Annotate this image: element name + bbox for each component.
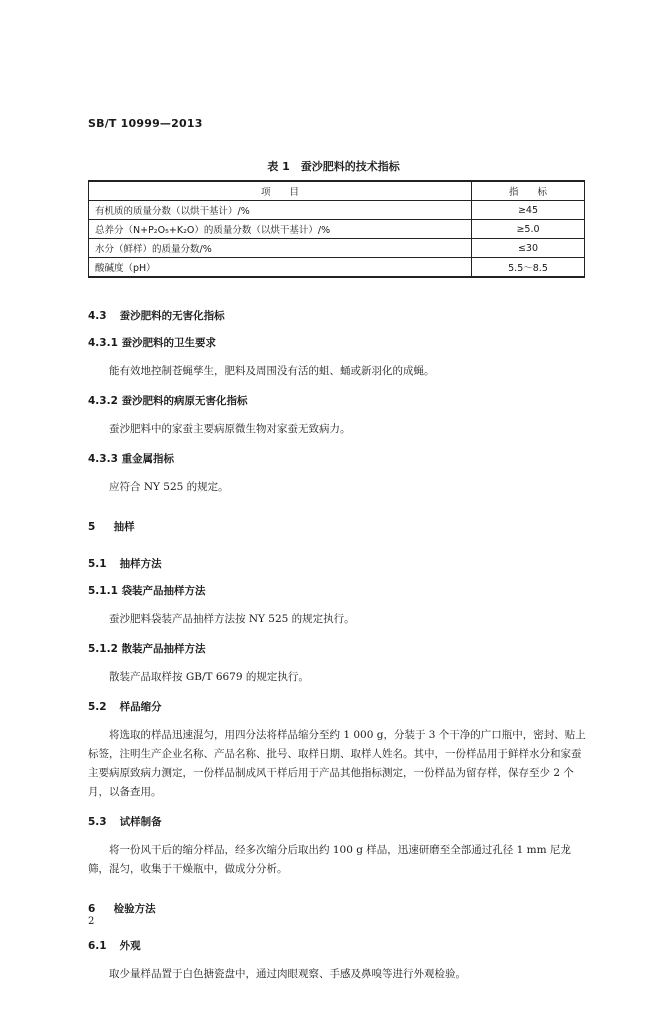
technical-indicators-table <box>88 180 585 278</box>
paragraph-5-3: 将一份风干后的缩分样品，经多次缩分后取出约 100 g 样品，迅速研磨至全部通过孔径 1 mm 尼龙筛，混匀，收集于干燥瓶中，做成分分析。 <box>88 844 571 875</box>
section-heading-5-1 <box>88 556 588 571</box>
section-heading-4-3-1 <box>88 335 588 350</box>
paragraph-4-3-2: 蚕沙肥料中的家蚕主要病原微生物对家蚕无致病力。 <box>109 423 351 435</box>
section-heading-4-3 <box>88 308 588 323</box>
section-title: 蚕沙肥料的无害化指标 <box>119 310 225 322</box>
section-number: 4.3.3 <box>88 453 118 465</box>
table-cell-item: 总养分（N+P₂O₅+K₂O）的质量分数（以烘干基计）/% <box>89 220 472 239</box>
paragraph-4-3-1: 能有效地控制苍蝇孳生，肥料及周围没有活的蛆、蛹或新羽化的成蝇。 <box>109 365 435 377</box>
section-title: 抽样 <box>113 521 135 533</box>
section-number: 5.3 <box>88 816 107 828</box>
standard-code: SB/T 10999—2013 <box>88 117 203 130</box>
table-cell-value: ≥5.0 <box>472 220 585 239</box>
section-number: 5.1.2 <box>88 643 118 655</box>
section-heading-5 <box>88 519 588 534</box>
section-title: 抽样方法 <box>119 558 162 570</box>
section-number: 5.2 <box>88 701 107 713</box>
paragraph-5-2: 将选取的样品迅速混匀，用四分法将样品缩分至约 1 000 g，分装于 3 个干净的广口瓶中，密封、贴上标签，注明生产企业名称、产品名称、批号、取样日期、取样人姓名。其中，一份样品用于鲜样水分和家蚕主要病原致病力测定，一份样品制成风干样后用于产品其他指标测定，一份样品为留存样，保存至少 2 个月，以备查用。 <box>88 729 586 798</box>
table-cell-item: 水分（鲜样）的质量分数/% <box>89 239 472 258</box>
column-header-item: 项 目 <box>89 181 472 201</box>
table-row <box>89 201 585 220</box>
section-title: 试样制备 <box>119 816 162 828</box>
section-heading-4-3-2 <box>88 393 588 408</box>
section-number: 4.3.2 <box>88 395 118 407</box>
paragraph-4-3-3: 应符合 NY 525 的规定。 <box>109 481 229 493</box>
section-title: 检验方法 <box>113 903 156 915</box>
document-body <box>88 308 588 984</box>
section-heading-5-3 <box>88 814 588 829</box>
table-row <box>89 258 585 278</box>
section-title: 样品缩分 <box>119 701 162 713</box>
paragraph-5-1-1: 蚕沙肥料袋装产品抽样方法按 NY 525 的规定执行。 <box>109 613 355 625</box>
table-cell-value: 5.5～8.5 <box>472 258 585 278</box>
table-cell-item: 酸碱度（pH） <box>89 258 472 278</box>
section-title: 重金属指标 <box>121 453 175 465</box>
table-cell-value: ≤30 <box>472 239 585 258</box>
section-title: 散装产品抽样方法 <box>121 643 206 655</box>
section-heading-5-1-2 <box>88 641 588 656</box>
section-heading-5-1-1 <box>88 583 588 598</box>
section-heading-4-3-3 <box>88 451 588 466</box>
table-row <box>89 220 585 239</box>
section-number: 6.1 <box>88 940 107 952</box>
section-title: 蚕沙肥料的病原无害化指标 <box>121 395 248 407</box>
section-title: 蚕沙肥料的卫生要求 <box>121 337 217 349</box>
section-heading-6 <box>88 901 588 916</box>
section-number: 5 <box>88 521 96 533</box>
table-cell-value: ≥45 <box>472 201 585 220</box>
table-cell-item: 有机质的质量分数（以烘干基计）/% <box>89 201 472 220</box>
paragraph-6-1: 取少量样品置于白色搪瓷盘中，通过肉眼观察、手感及鼻嗅等进行外观检验。 <box>109 968 466 980</box>
section-title: 外观 <box>119 940 141 952</box>
section-number: 5.1 <box>88 558 107 570</box>
page-number: 2 <box>88 916 95 927</box>
table-caption: 表 1 蚕沙肥料的技术指标 <box>267 160 400 173</box>
section-number: 5.1.1 <box>88 585 118 597</box>
section-title: 袋装产品抽样方法 <box>121 585 206 597</box>
section-heading-6-1 <box>88 938 588 953</box>
column-header-indicator: 指 标 <box>472 181 585 201</box>
section-heading-5-2 <box>88 699 588 714</box>
table-row <box>89 239 585 258</box>
section-number: 6 <box>88 903 96 915</box>
paragraph-5-1-2: 散装产品取样按 GB/T 6679 的规定执行。 <box>109 671 309 683</box>
section-number: 4.3.1 <box>88 337 118 349</box>
table-header-row <box>89 181 585 201</box>
section-number: 4.3 <box>88 310 107 322</box>
